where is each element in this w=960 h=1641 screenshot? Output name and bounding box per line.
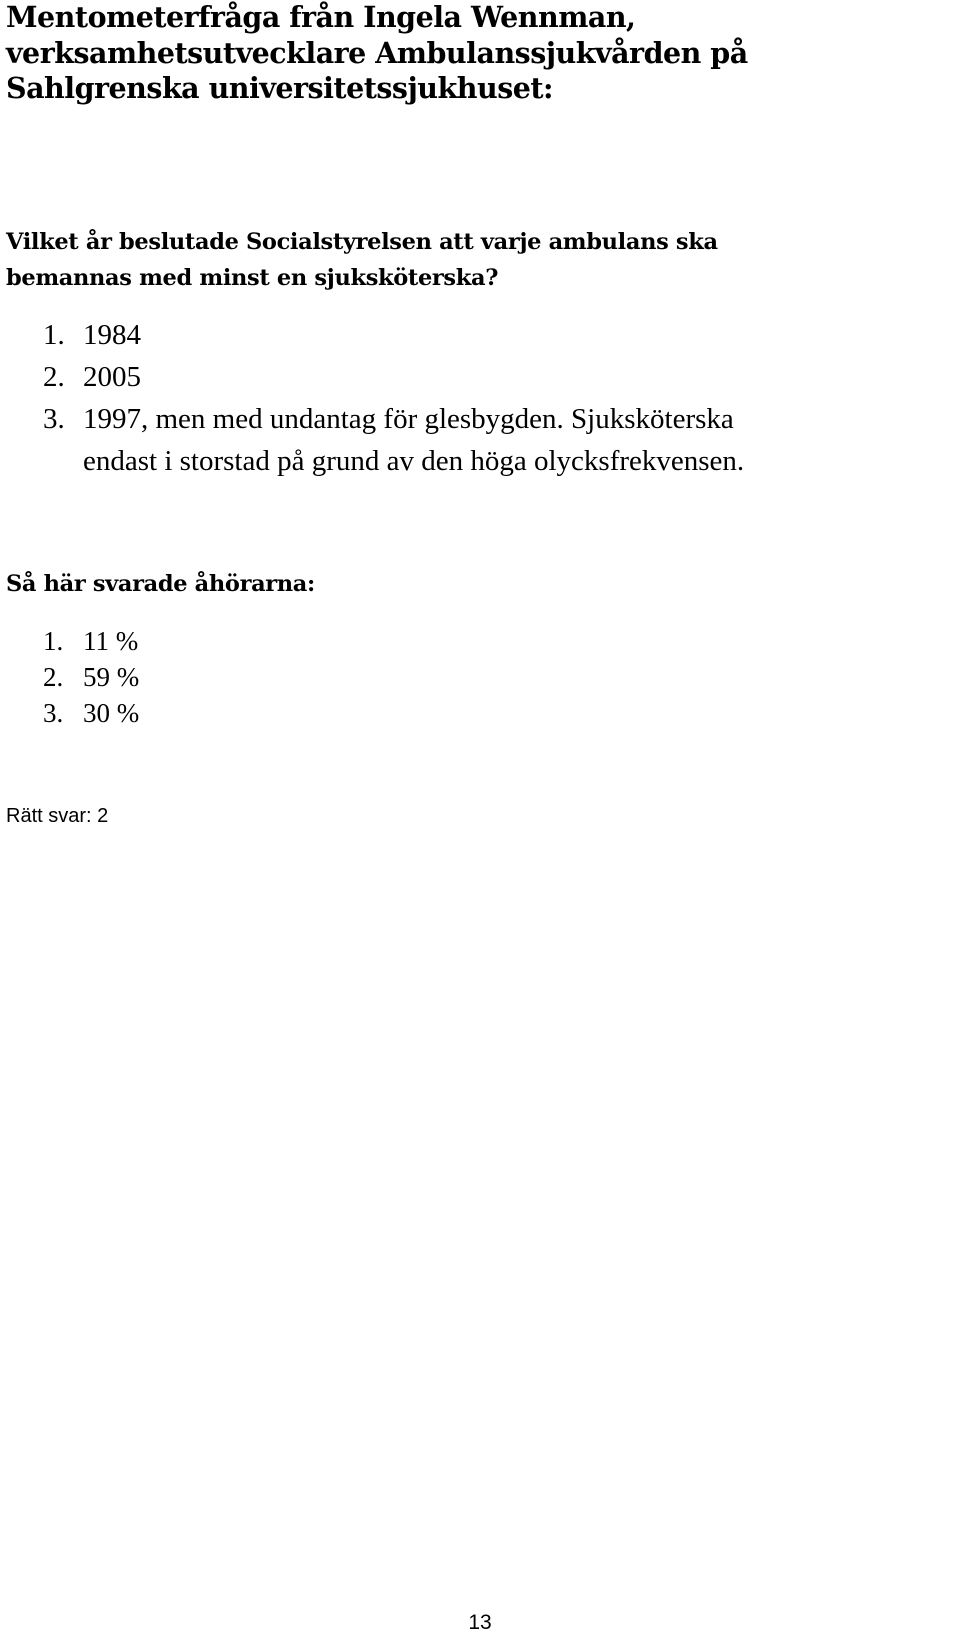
option-text: 1997, men med undantag för glesbygden. Sjuksköterska: [83, 403, 734, 435]
title-line: verksamhetsutvecklare Ambulanssjukvården på: [6, 35, 748, 70]
option-number: 3.: [43, 403, 65, 435]
result-item: [43, 695, 139, 731]
correct-answer: Rätt svar: 2: [6, 805, 109, 827]
result-item: [43, 659, 139, 695]
option-number: 2.: [43, 361, 65, 393]
answer-option: [43, 314, 953, 356]
page-title: [6, 0, 946, 107]
result-value: 30 %: [83, 698, 140, 728]
result-value: 59 %: [83, 662, 140, 692]
results-list: [43, 623, 139, 731]
option-number: 1.: [43, 319, 65, 351]
title-line: Sahlgrenska universitetssjukhuset:: [6, 71, 554, 105]
result-number: 3.: [43, 698, 64, 728]
question-line: Vilket år beslutade Socialstyrelsen att varje ambulans ska: [6, 229, 718, 255]
answer-options-list: [43, 314, 953, 482]
results-heading: Så här svarade åhörarna:: [6, 571, 315, 597]
question-text: [6, 224, 951, 296]
answer-option: [43, 356, 953, 398]
page-number: 13: [468, 1611, 492, 1634]
option-text: 1984: [83, 319, 141, 351]
option-text-continued: endast i storstad på grund av den höga olycksfrekvensen.: [83, 445, 745, 477]
option-text: 2005: [83, 361, 141, 393]
answer-option: [43, 398, 953, 482]
result-value: 11 %: [83, 626, 139, 656]
result-number: 2.: [43, 662, 64, 692]
result-item: [43, 623, 139, 659]
result-number: 1.: [43, 626, 64, 656]
question-line: bemannas med minst en sjuksköterska?: [6, 265, 499, 291]
title-line: Mentometerfråga från Ingela Wennman,: [6, 0, 636, 34]
